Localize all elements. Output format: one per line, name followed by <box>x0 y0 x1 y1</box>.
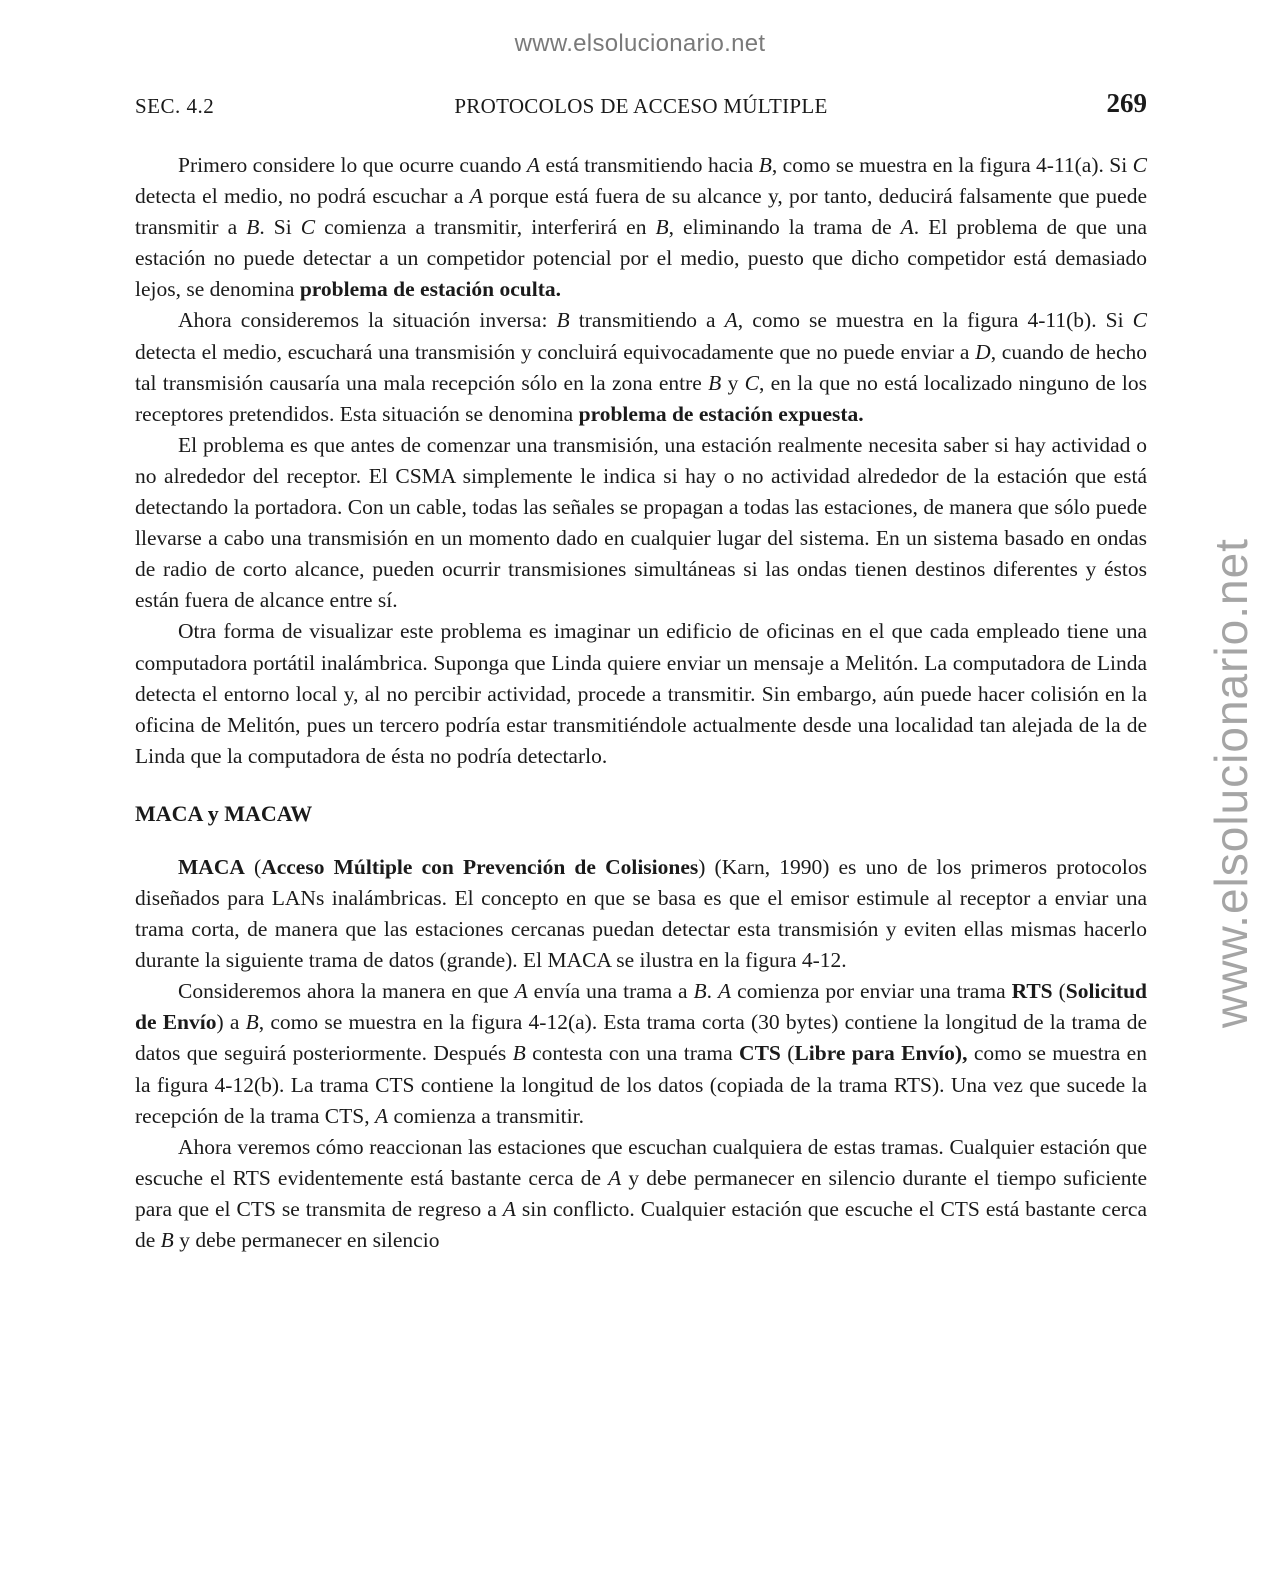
paragraph-maca-intro: MACA (Acceso Múltiple con Prevención de Colisiones) (Karn, 1990) es uno de los primeros protocolos diseñados para LANs inalámbricas. El concepto en que se basa es que el emisor estimule al receptor a enviar una trama corta, de manera que las estaciones cercanas puedan detectar esta transmisión y eviten ellas mismas hacerlo durante la siguiente trama de datos (grande). El MACA se ilustra en la figura 4-12. <box>135 854 1147 973</box>
chapter-section-title: PROTOCOLOS DE ACCESO MÚLTIPLE <box>454 94 828 118</box>
subsection-heading: MACA y MACAW <box>135 800 313 826</box>
watermark-top: www.elsolucionario.net <box>514 30 766 57</box>
watermark-side: www.elsolucionario.net <box>1205 538 1257 1028</box>
body-text <box>135 150 1147 1256</box>
running-head <box>135 88 1147 128</box>
term-exposed-station: problema de estación expuesta. <box>578 401 864 426</box>
paragraph-csma-problem: El problema es que antes de comenzar una transmisión, una estación realmente necesita saber si hay actividad o no alrededor del receptor. El CSMA simplemente le indica si hay o no actividad alrededor de la estación que está detectando la portadora. Con un cable, todas las señales se propagan a todas las estaciones, de manera que sólo puede llevarse a cabo una transmisión en un momento dado en cualquier lugar del sistema. En un sistema basado en ondas de radio de corto alcance, pueden ocurrir transmisiones simultáneas si las ondas tienen destinos diferentes y éstos están fuera de alcance entre sí. <box>135 432 1147 613</box>
paragraph-rts-cts: Consideremos ahora la manera en que A envía una trama a B. A comienza por enviar una trama RTS (Solicitud de Envío) a B, como se muestra en la figura 4-12(a). Esta trama corta (30 bytes) contiene la longitud de la trama de datos que seguirá posteriormente. Después B contesta con una trama CTS (Libre para Envío), como se muestra en la figura 4-12(b). La trama CTS contiene la longitud de los datos (copiada de la trama RTS). Una vez que sucede la recepción de la trama CTS, A comienza a transmitir. <box>135 979 1147 1128</box>
paragraph-office-example: Otra forma de visualizar este problema es imaginar un edificio de oficinas en el que cada empleado tiene una computadora portátil inalámbrica. Suponga que Linda quiere enviar un mensaje a Melitón. La computadora de Linda detecta el entorno local y, al no percibir actividad, procede a transmitir. Sin embargo, aún puede hacer colisión en la oficina de Melitón, pues un tercero podría estar transmitiéndole actualmente desde una localidad tan alejada de la de Linda que la computadora de ésta no podría detectarlo. <box>135 619 1147 768</box>
paragraph-hidden-station: Primero considere lo que ocurre cuando A está transmitiendo hacia B, como se muestra en la figura 4-11(a). Si C detecta el medio, no podrá escuchar a A porque está fuera de su alcance y, por tanto, deducirá falsamente que puede transmitir a B. Si C comienza a transmitir, interferirá en B, eliminando la trama de A. El problema de que una estación no puede detectar a un competidor potencial por el medio, puesto que dicho competidor está demasiado lejos, se denomina problema de estación oculta. <box>135 153 1147 302</box>
page-number: 269 <box>1106 88 1147 118</box>
paragraph-exposed-station: Ahora consideremos la situación inversa: B transmitiendo a A, como se muestra en la figura 4-11(b). Si C detecta el medio, escuchará una transmisión y concluirá equivocadamente que no puede enviar a D, cuando de hecho tal transmisión causaría una mala recepción sólo en la zona entre B y C, en la que no está localizado ninguno de los receptores pretendidos. Esta situación se denomina problema de estación expuesta. <box>135 308 1148 426</box>
paragraph-station-reaction: Ahora veremos cómo reaccionan las estaciones que escuchan cualquiera de estas tramas. Cualquier estación que escuche el RTS evidentemente está bastante cerca de A y debe permanecer en silencio durante el tiempo suficiente para que el CTS se transmita de regreso a A sin conflicto. Cualquier estación que escuche el CTS está bastante cerca de B y debe permanecer en silencio <box>135 1134 1148 1252</box>
term-hidden-station: problema de estación oculta. <box>299 277 561 302</box>
section-number: SEC. 4.2 <box>135 94 215 118</box>
